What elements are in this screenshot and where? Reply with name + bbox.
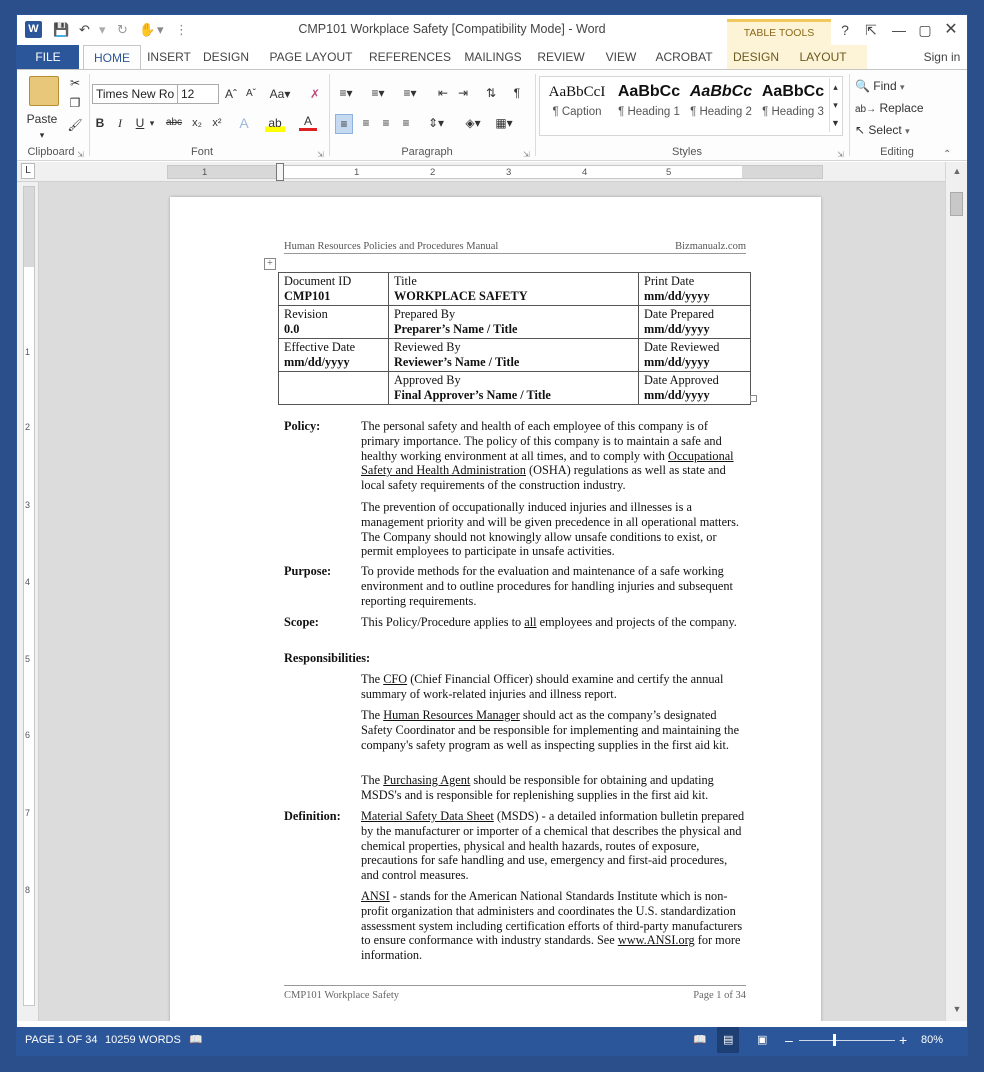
text: The — [361, 708, 384, 722]
font-family-combo[interactable]: Times New Ro — [92, 84, 178, 104]
status-bar — [17, 1027, 967, 1056]
underline-dropdown-icon[interactable]: ▾ — [149, 118, 155, 128]
ruler-mark: 7 — [25, 808, 31, 818]
hr-manager-link[interactable]: Human Resources Manager — [383, 708, 520, 722]
maximize-button[interactable]: ▢ — [918, 22, 932, 38]
table-row — [279, 306, 751, 339]
style-sample: AaBbCcI — [548, 84, 606, 100]
style-heading-3[interactable] — [757, 78, 829, 126]
text: should act as the company’s designated Safety Coordinator and be responsible for implementing and maintaining the company's safety program as well as inspecting supplies in the first aid kit. — [361, 708, 740, 752]
tab-file[interactable]: FILE — [17, 45, 79, 69]
ruler-mark: 3 — [25, 500, 31, 510]
cell-value: Preparer’s Name / Title — [394, 321, 518, 336]
text: - stands for the American National Standards Institute which is non-profit organization that administers and coordinates the U.S. standardization assessment system including certification efforts of third-party manufacturers to ensure conformance with industry standards. See — [361, 889, 743, 948]
cell-label: Document ID — [284, 274, 352, 288]
ruler-mark: 8 — [25, 885, 31, 895]
table-row — [279, 372, 751, 405]
zoom-in-icon[interactable]: + — [899, 1032, 908, 1048]
justify-button[interactable]: ≡ — [402, 116, 410, 130]
table-cell[interactable] — [279, 372, 389, 405]
text: The — [361, 773, 384, 787]
increase-indent-icon[interactable]: ⇥ — [457, 86, 469, 100]
tab-mailings[interactable]: MAILINGS — [464, 50, 522, 64]
minimize-button[interactable]: — — [892, 22, 906, 38]
scroll-thumb[interactable] — [950, 192, 963, 216]
style-heading-1[interactable] — [613, 78, 685, 126]
find-icon: 🔍 — [855, 79, 870, 93]
shrink-font-icon[interactable]: Aˇ — [246, 88, 256, 99]
cell-label: Date Prepared — [644, 307, 714, 321]
align-center-button[interactable]: ≡ — [362, 116, 370, 130]
text: The — [361, 672, 384, 686]
text: The personal safety and health of each employee of this company is of primary importance. The policy of this company is to maintain a safe and healthy working environment at all times, and to comply with — [361, 419, 722, 463]
clipboard-launcher-icon[interactable]: ⇲ — [77, 150, 84, 159]
zoom-out-icon[interactable]: – — [785, 1032, 793, 1048]
ruler-mark: 5 — [666, 167, 672, 178]
chevron-down-icon: ▾ — [899, 82, 905, 92]
cell-label: Title — [394, 274, 417, 288]
table-tools-label: TABLE TOOLS — [727, 19, 831, 45]
underline-button[interactable]: U — [135, 116, 145, 130]
italic-button[interactable]: I — [118, 116, 122, 130]
styles-scroll-up-icon[interactable]: ▴ — [829, 78, 841, 96]
ruler-mark: 4 — [25, 577, 31, 587]
undo-dropdown-icon[interactable]: ▾ — [99, 22, 106, 37]
purpose-label: Purpose: — [284, 564, 332, 578]
cursor-icon: ↖ — [855, 123, 866, 137]
header-rule — [284, 253, 746, 254]
select-button[interactable] — [855, 120, 910, 140]
ruler-band — [167, 165, 823, 179]
ruler-mark: 1 — [202, 167, 208, 178]
table-cell[interactable] — [389, 372, 639, 405]
table-cell[interactable] — [639, 372, 751, 405]
responsibility-hr — [361, 708, 745, 752]
osha-link[interactable]: Occupational Safety and Health Administration — [361, 448, 734, 478]
scope-paragraph — [361, 615, 745, 630]
print-layout-icon[interactable]: ▤ — [717, 1027, 739, 1053]
policy-paragraph-2: The prevention of occupationally induced injuries and illnesses is a management priority and will be given precedence in all operational matters. The Company should not knowingly allow unsafe conditions to exist, or permit employees to participate in unsafe activities. — [361, 500, 739, 559]
cell-value: mm/dd/yyyy — [644, 354, 710, 369]
bold-button[interactable]: B — [95, 116, 105, 130]
font-launcher-icon[interactable]: ⇲ — [317, 150, 324, 159]
document-page[interactable] — [170, 197, 821, 1021]
ruler-mark: 5 — [25, 654, 31, 664]
word-window — [16, 14, 968, 1056]
table-cell[interactable] — [639, 306, 751, 339]
numbering-icon[interactable]: ≡▾ — [371, 86, 385, 100]
scope-label: Scope: — [284, 615, 319, 629]
undo-icon[interactable]: ↶ — [79, 22, 90, 37]
cfo-link[interactable]: CFO — [383, 672, 408, 686]
clear-formatting-icon[interactable]: ✗ — [309, 87, 321, 101]
style-name: ¶ Caption — [552, 106, 602, 118]
group-separator — [329, 74, 330, 156]
format-painter-icon[interactable]: 🖌 — [67, 118, 83, 132]
window-title: CMP101 Workplace Safety [Compatibility Mode] - Word — [298, 22, 606, 36]
tab-insert[interactable]: INSERT — [147, 50, 191, 64]
zoom-slider-thumb[interactable] — [833, 1034, 836, 1046]
purpose-paragraph: To provide methods for the evaluation and maintenance of a safe working environment and to outline procedures for handling injuries and subsequent reporting requirements. — [361, 564, 733, 608]
table-cell[interactable] — [639, 339, 751, 372]
table-cell[interactable] — [279, 306, 389, 339]
styles-group-label: Styles — [672, 146, 702, 158]
text: (Chief Financial Officer) should examine and certify the annual summary of work-related injuries and illness report. — [361, 672, 724, 701]
align-left-button[interactable]: ≡ — [335, 114, 353, 134]
policy-paragraph-1 — [361, 419, 745, 493]
style-sample: AaBbCc — [689, 83, 753, 100]
definition-msds — [361, 809, 745, 883]
ruler-band — [23, 186, 35, 1006]
cell-label: Approved By — [394, 373, 461, 387]
replace-label: Replace — [879, 101, 924, 115]
group-separator — [849, 74, 850, 156]
table-cell[interactable] — [279, 339, 389, 372]
style-caption[interactable] — [541, 78, 613, 126]
ruler-margin-top — [24, 187, 34, 267]
tab-table-layout[interactable]: LAYOUT — [799, 50, 847, 64]
header-left: Human Resources Policies and Procedures Manual — [284, 241, 499, 252]
web-layout-icon[interactable]: ▣ — [757, 1034, 768, 1046]
group-separator — [89, 74, 90, 156]
close-button[interactable]: ✕ — [944, 21, 958, 38]
collapse-ribbon-icon[interactable]: ⌃ — [943, 149, 952, 160]
zoom-level[interactable]: 80% — [921, 1034, 944, 1046]
page-count[interactable]: PAGE 1 OF 34 — [25, 1034, 98, 1046]
ruler-mark: 1 — [25, 347, 31, 357]
style-name: ¶ Heading 1 — [618, 106, 680, 118]
style-sample: AaBbCc — [617, 83, 681, 100]
cell-value: CMP101 — [284, 288, 331, 303]
text: for more information. — [361, 933, 741, 963]
indent-marker[interactable] — [276, 163, 284, 181]
ribbon — [17, 69, 967, 161]
text: (MSDS) - a detailed information bulletin prepared by the manufacturer or importer of a chemical that describes the physical and chemical properties, physical and health hazards, routes of exposure, precautions for safe handling and use, emergency and first-aid procedures, and control measures. — [361, 809, 745, 883]
cell-value: mm/dd/yyyy — [644, 387, 710, 402]
document-canvas — [39, 182, 945, 1021]
footer-left: CMP101 Workplace Safety — [284, 990, 400, 1001]
table-cell[interactable] — [639, 273, 751, 306]
table-move-handle-icon[interactable]: + — [264, 258, 276, 270]
tab-page-layout[interactable]: PAGE LAYOUT — [269, 50, 353, 64]
style-sample: AaBbCc — [761, 83, 825, 100]
cell-label: Date Reviewed — [644, 340, 720, 354]
subscript-button[interactable]: x₂ — [192, 117, 202, 129]
find-button[interactable] — [855, 76, 905, 96]
tab-home[interactable]: HOME — [83, 45, 141, 70]
text: employees and projects of the company. — [536, 615, 737, 629]
replace-icon: ab→ — [855, 104, 877, 115]
table-cell[interactable] — [389, 306, 639, 339]
tab-design[interactable]: DESIGN — [203, 50, 250, 64]
table-row — [279, 339, 751, 372]
style-name: ¶ Heading 3 — [762, 106, 824, 118]
all-link[interactable]: all — [524, 615, 537, 629]
borders-icon[interactable]: ▦▾ — [495, 116, 513, 130]
decrease-indent-icon[interactable]: ⇤ — [437, 86, 449, 100]
text: This Policy/Procedure applies to — [361, 615, 525, 629]
redo-icon[interactable]: ↻ — [117, 22, 128, 37]
sign-in-link[interactable]: Sign in — [923, 50, 961, 64]
clipboard-group-label: Clipboard — [27, 146, 75, 158]
tab-view[interactable]: VIEW — [605, 50, 637, 64]
paste-button[interactable]: Paste — [26, 112, 58, 126]
shading-icon[interactable]: ◈▾ — [465, 116, 481, 130]
title-bar — [17, 15, 967, 45]
paragraph-launcher-icon[interactable]: ⇲ — [523, 150, 530, 159]
save-icon[interactable]: 💾 — [53, 22, 70, 37]
horizontal-ruler[interactable] — [17, 162, 968, 182]
cell-label: Effective Date — [284, 340, 356, 354]
touch-mode-icon[interactable]: ✋ — [139, 22, 156, 37]
word-count[interactable]: 10259 WORDS — [105, 1034, 181, 1046]
select-label: Select — [868, 123, 902, 137]
ruler-mark: 2 — [25, 422, 31, 432]
document-info-table — [278, 272, 751, 405]
style-name: ¶ Heading 2 — [690, 106, 752, 118]
vertical-ruler — [17, 182, 39, 1021]
cell-label: Reviewed By — [394, 340, 461, 354]
copy-icon[interactable]: ❐ — [69, 96, 81, 110]
word-logo-icon: W — [25, 21, 42, 38]
superscript-button[interactable]: x² — [212, 117, 222, 129]
table-row — [279, 273, 751, 306]
ribbon-tabs — [17, 45, 967, 69]
grow-font-icon[interactable]: Aˆ — [225, 87, 237, 101]
responsibilities-label: Responsibilities: — [284, 651, 371, 665]
responsibility-cfo — [361, 672, 745, 702]
strikethrough-button[interactable]: abc — [165, 117, 183, 128]
cell-value: WORKPLACE SAFETY — [394, 288, 528, 303]
editing-group-label: Editing — [880, 146, 914, 158]
scroll-down-icon[interactable]: ▼ — [952, 1004, 962, 1014]
cut-icon[interactable]: ✂ — [69, 76, 81, 90]
ruler-mark: 6 — [25, 730, 31, 740]
highlight-color-icon[interactable]: ab — [265, 114, 285, 132]
definition-ansi — [361, 889, 745, 963]
header-right: Bizmanualz.com — [675, 241, 746, 252]
scroll-up-icon[interactable]: ▲ — [952, 166, 962, 176]
read-mode-icon[interactable]: 📖 — [693, 1034, 707, 1046]
style-heading-2[interactable] — [685, 78, 757, 126]
help-button[interactable]: ? — [841, 22, 849, 38]
table-cell[interactable] — [279, 273, 389, 306]
styles-launcher-icon[interactable]: ⇲ — [837, 150, 844, 159]
text: (OSHA) regulations as well as state and local safety requirements of the construction industry. — [361, 463, 726, 493]
tab-review[interactable]: REVIEW — [537, 50, 585, 64]
chevron-down-icon: ▾ — [905, 126, 910, 136]
ruler-margin-left — [168, 166, 280, 178]
customize-qat-icon[interactable]: ▾ — [157, 22, 164, 37]
zoom-slider-track[interactable] — [799, 1040, 895, 1041]
sort-icon[interactable]: ⇅ — [485, 86, 497, 100]
ruler-margin-right — [742, 166, 822, 178]
cell-label: Revision — [284, 307, 328, 321]
cell-label: Prepared By — [394, 307, 456, 321]
footer-right: Page 1 of 34 — [693, 990, 746, 1001]
styles-more-icon[interactable]: ▼ — [829, 114, 841, 132]
font-color-icon[interactable]: A — [299, 114, 317, 131]
font-size-combo[interactable]: 12 — [177, 84, 219, 104]
paste-dropdown-icon[interactable]: ▾ — [39, 130, 45, 140]
line-spacing-icon[interactable]: ⇕▾ — [427, 116, 445, 130]
ruler-mark: 2 — [430, 167, 436, 178]
policy-label: Policy: — [284, 419, 321, 433]
group-separator — [535, 74, 536, 156]
proofing-icon[interactable]: 📖 — [189, 1034, 203, 1046]
find-label: Find — [873, 79, 897, 93]
replace-button[interactable] — [855, 98, 924, 118]
ribbon-display-options-icon[interactable]: ⇱ — [865, 22, 877, 38]
ruler-mark: 3 — [506, 167, 512, 178]
font-group-label: Font — [190, 146, 213, 158]
cell-value: mm/dd/yyyy — [644, 288, 710, 303]
tab-references[interactable]: REFERENCES — [369, 50, 452, 64]
change-case-icon[interactable]: Aa▾ — [269, 87, 291, 101]
vertical-scrollbar[interactable] — [945, 162, 967, 1021]
cell-value: mm/dd/yyyy — [644, 321, 710, 336]
paste-icon[interactable] — [29, 76, 59, 106]
cell-value: mm/dd/yyyy — [284, 354, 350, 369]
cell-value: Reviewer’s Name / Title — [394, 354, 520, 369]
ruler-mark: 4 — [582, 167, 588, 178]
msds-link[interactable]: Material Safety Data Sheet — [361, 809, 494, 823]
paragraph-group-label: Paragraph — [401, 146, 453, 158]
cell-value: Final Approver’s Name / Title — [394, 387, 551, 402]
purchasing-agent-link[interactable]: Purchasing Agent — [383, 773, 471, 787]
styles-scroll-down-icon[interactable]: ▾ — [829, 96, 841, 114]
tab-acrobat[interactable]: ACROBAT — [655, 50, 713, 64]
ansi-link[interactable]: ANSI — [361, 889, 390, 903]
bullets-icon[interactable]: ≡▾ — [339, 86, 353, 100]
definition-label: Definition: — [284, 809, 341, 823]
text: should be responsible for obtaining and updating MSDS's and is responsible for replenishing supplies in the first aid kit. — [361, 773, 714, 802]
ruler-mark: 1 — [354, 167, 360, 178]
table-resize-handle[interactable] — [750, 395, 757, 402]
text-effects-icon[interactable]: A — [239, 115, 249, 131]
footer-rule — [284, 985, 746, 986]
align-right-button[interactable]: ≡ — [382, 116, 390, 130]
cell-label: Date Approved — [644, 373, 719, 387]
tab-table-design[interactable]: DESIGN — [732, 50, 779, 64]
cell-value: 0.0 — [284, 321, 300, 336]
show-formatting-marks-icon[interactable]: ¶ — [513, 86, 521, 100]
tab-selector-icon[interactable]: L — [21, 163, 35, 179]
table-cell[interactable] — [389, 273, 639, 306]
multilevel-list-icon[interactable]: ≡▾ — [403, 86, 417, 100]
table-cell[interactable] — [389, 339, 639, 372]
responsibility-purchasing — [361, 773, 745, 803]
cell-label: Print Date — [644, 274, 695, 288]
ansi-url-link[interactable]: www.ANSI.org — [617, 933, 695, 948]
qat-more-icon[interactable]: ⋮ — [175, 22, 188, 37]
